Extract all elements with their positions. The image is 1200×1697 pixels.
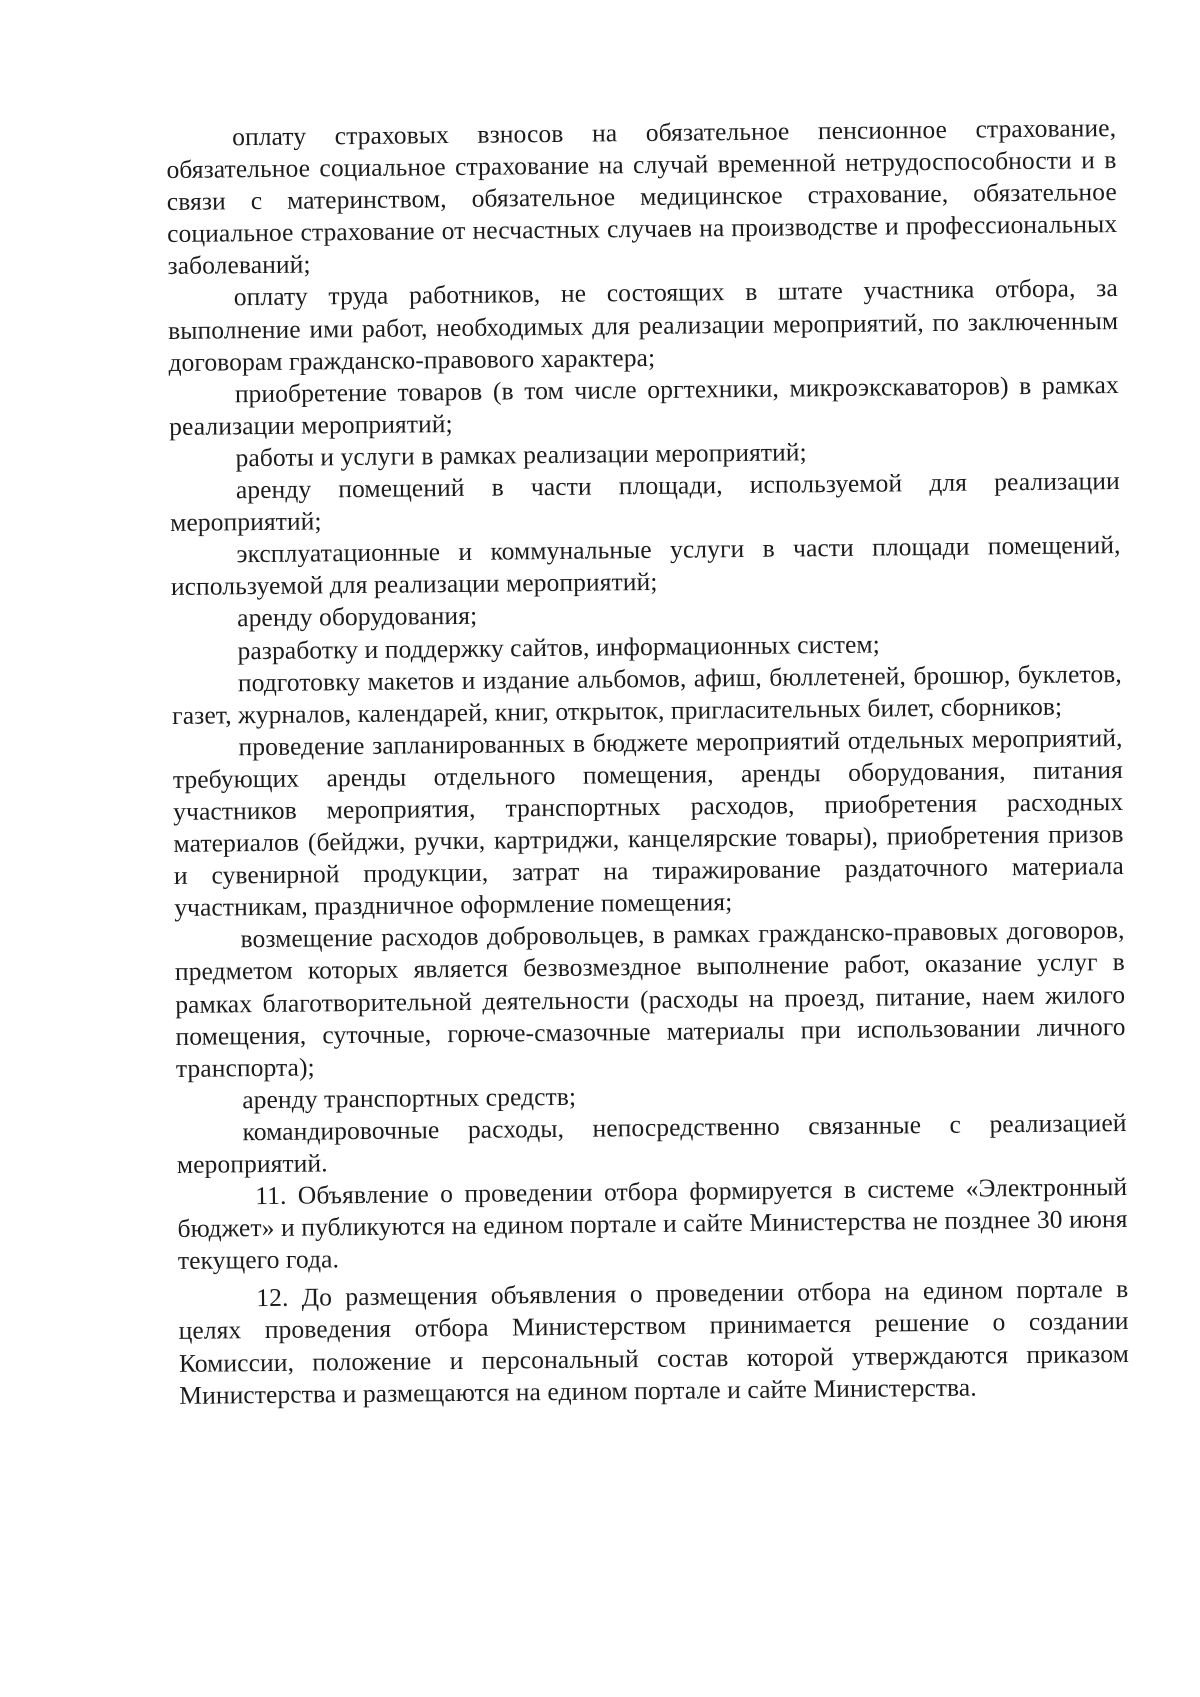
paragraph-volunteers: возмещение расходов добровольцев, в рамках гражданско-правовых договоров, предметом которых является безвозмездное выполнение работ, оказание услуг в рамках благотворительной деятельности (расходы на проезд, питание, наем жилого помещения, суточные, горюче-смазочные материалы при использовании личного транспорта); [174,915,1126,1083]
paragraph-goods-purchase: приобретение товаров (в том числе оргтехники, микроэкскаваторов) в рамках реализации мероприятий; [169,369,1119,441]
paragraph-works-services: работы и услуги в рамках реализации мероприятий; [235,437,807,473]
paragraph-business-trips: командировочные расходы, непосредственно связанные с реализацией мероприятий. [176,1107,1127,1179]
paragraph-clause-12: 12. До размещения объявления о проведении отбора на едином портале в целях проведения отбора Министерством принимается решение о создании Комиссии, положение и персональный состав которой утверждаются приказом Министерства и размещаются на едином портале и сайте Министерства. [178,1274,1130,1410]
paragraph-vehicle-rent: аренду транспортных средств; [242,1081,577,1115]
paragraph-utilities: эксплуатационные и коммунальные услуги в части площади помещений, используемой для реализации мероприятий; [170,530,1121,602]
paragraph-events: проведение запланированных в бюджете мероприятий отдельных мероприятий, требующих аренды отдельного помещения, аренды оборудования, питания участников мероприятия, транспортных расходов, приобретения расходных материалов (бейджи, ручки, картриджи, канцелярские товары), приобретения призов и сувенирной продукции, затрат на тиражирование раздаточного материала участникам, праздничное оформление помещения; [172,722,1124,923]
paragraph-non-staff-labor: оплату труда работников, не состоящих в штате участника отбора, за выполнение ими работ, необходимых для реализации мероприятий, по заключенным договорам гражданско-правового характера; [168,273,1119,377]
paragraph-websites: разработку и поддержку сайтов, информационных систем; [237,629,881,665]
paragraph-printing: подготовку макетов и издание альбомов, афиш, бюллетеней, брошюр, буклетов, газет, журналов, календарей, книг, открыток, пригласительных билет, сборников; [172,658,1122,730]
paragraph-equipment-rent: аренду оборудования; [237,601,478,633]
paragraph-premises-rent: аренду помещений в части площади, используемой для реализации мероприятий; [170,466,1120,538]
paragraph-insurance-contributions: оплату страховых взносов на обязательное пенсионное страхование, обязательное социальное страхование на случай временной нетрудоспособности и в связи с материнством, обязательное медицинское страхование, обязательное социальное страхование от несчастных случаев на производстве и профессиональных заболеваний; [166,113,1118,281]
document-body [166,112,1129,1412]
paragraph-clause-11: 11. Объявление о проведении отбора формируется в системе «Электронный бюджет» и публикуются на едином портале и сайте Министерства не позднее 30 июня текущего года. [177,1172,1128,1276]
